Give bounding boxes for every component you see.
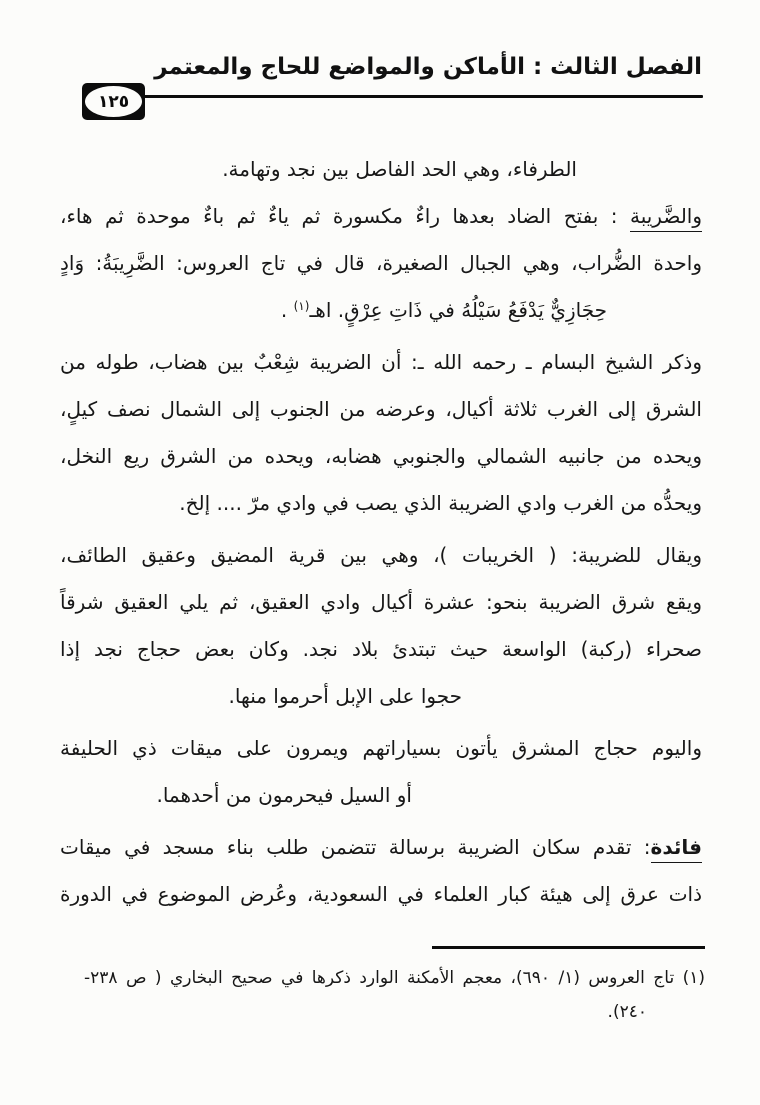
body-line xyxy=(60,193,702,240)
body-line xyxy=(60,287,702,334)
page-number-badge xyxy=(82,83,145,120)
page-number-oval xyxy=(85,86,142,117)
body-line: الطرفاء، وهي الحد الفاصل بين نجد وتهامة. xyxy=(222,157,577,181)
body-line: ذات عرق إلى هيئة كبار العلماء في السعودية، وعُرض الموضوع في الدورة xyxy=(60,882,702,906)
term-underlined: والضَّريبة xyxy=(630,204,702,232)
body-line-text: : بفتح الضاد بعدها راءٌ مكسورة ثم ياءٌ ثم باءٌ موحدة ثم هاء، xyxy=(60,204,630,228)
footnote-line: ٢٤٠). xyxy=(607,1002,647,1022)
body-line: صحراء (ركبة) الواسعة حيث تبتدئ بلاد نجد. وكان بعض حجاج نجد إذا xyxy=(60,637,702,661)
body-line-text: . xyxy=(280,298,294,322)
footnote-reference: (١) xyxy=(293,299,310,313)
term-underlined: فائدة xyxy=(651,835,702,863)
body-line xyxy=(60,824,702,871)
page-number: ١٢٥ xyxy=(97,91,130,112)
body-line: الشرق إلى الغرب ثلاثة أكيال، وعرضه من الجنوب إلى الشمال نصف كيلٍ، xyxy=(60,397,702,421)
footnote-line: (١) تاج العروس (١/ ٦٩٠)، معجم الأمكنة الوارد ذكرها في صحيح البخاري ( ص ٢٣٨- xyxy=(84,968,706,988)
body-line: واحدة الضُّراب، وهي الجبال الصغيرة، قال في تاج العروس: الضَّرِيبَةُ: وَادٍ xyxy=(60,251,702,275)
chapter-title: الفصل الثالث : الأماكن والمواضع للحاج والمعتمر xyxy=(154,54,702,80)
body-line: حجوا على الإبل أحرموا منها. xyxy=(228,684,462,708)
body-line: ويحده من جانبيه الشمالي والجنوبي هضابه، ويحده من الشرق ريع النخل، xyxy=(60,444,702,468)
header-rule xyxy=(143,95,703,98)
body-line: أو السيل فيحرمون من أحدهما. xyxy=(156,783,412,807)
footnote xyxy=(84,961,705,1029)
body-line-text: حِجَازِيٌّ يَدْفَعُ سَيْلُهُ في ذَاتِ عِرْقٍ. اهـ xyxy=(309,298,607,322)
body-line: واليوم حجاج المشرق يأتون بسياراتهم ويمرون على ميقات ذي الحليفة xyxy=(60,736,702,760)
body-line: ويقع شرق الضريبة بنحو: عشرة أكيال وادي العقيق، ثم يلي العقيق شرقاً xyxy=(60,590,702,614)
footnote-separator xyxy=(432,946,705,949)
body-line: وذكر الشيخ البسام ـ رحمه الله ـ: أن الضريبة شِعْبٌ بين هضاب، طوله من xyxy=(60,350,702,374)
body-line: ويقال للضريبة: ( الخريبات )، وهي بين قرية المضيق وعقيق الطائف، xyxy=(60,543,702,567)
body-text xyxy=(60,146,702,918)
body-line-text: : تقدم سكان الضريبة برسالة تتضمن طلب بناء مسجد في ميقات xyxy=(60,835,651,859)
body-line: ويحدُّه من الغرب وادي الضريبة الذي يصب في وادي مرّ .... إلخ. xyxy=(179,491,702,515)
